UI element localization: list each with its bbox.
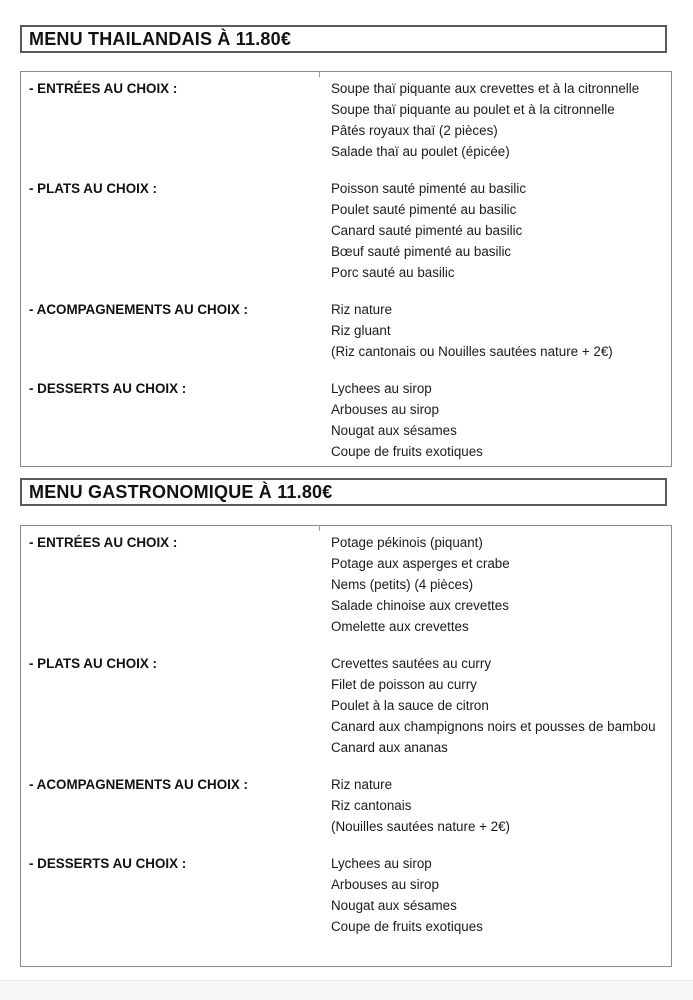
column-divider-tick bbox=[319, 526, 320, 531]
menu-item: Filet de poisson au curry bbox=[331, 677, 477, 692]
menu-item: Nougat aux sésames bbox=[331, 423, 457, 438]
menu-group bbox=[29, 777, 671, 840]
category-label: - DESSERTS AU CHOIX : bbox=[29, 381, 187, 396]
category-label: - ENTRÉES AU CHOIX : bbox=[29, 535, 178, 550]
menu-item: Bœuf sauté pimenté au basilic bbox=[331, 244, 512, 259]
menu-item: Crevettes sautées au curry bbox=[331, 656, 492, 671]
menu-item: Nougat aux sésames bbox=[331, 898, 457, 913]
category-label: - DESSERTS AU CHOIX : bbox=[29, 856, 187, 871]
category-items bbox=[331, 856, 672, 940]
menu-item: Riz cantonais bbox=[331, 798, 412, 813]
menu-item: Lychees au sirop bbox=[331, 381, 432, 396]
menu-item: Riz nature bbox=[331, 302, 393, 317]
menu-group bbox=[29, 535, 671, 640]
category-label: - ENTRÉES AU CHOIX : bbox=[29, 81, 178, 96]
menu-group bbox=[29, 381, 671, 465]
category-items bbox=[331, 535, 672, 640]
menu-item: Pâtés royaux thaï (2 pièces) bbox=[331, 123, 498, 138]
menu-item: Nems (petits) (4 pièces) bbox=[331, 577, 474, 592]
menu-item: Porc sauté au basilic bbox=[331, 265, 455, 280]
menu-item: Omelette aux crevettes bbox=[331, 619, 469, 634]
menu-content-box-thailandais bbox=[20, 71, 672, 467]
menu-item: Canard aux ananas bbox=[331, 740, 448, 755]
menu-item: (Riz cantonais ou Nouilles sautées nature + 2€) bbox=[331, 344, 613, 359]
menu-group bbox=[29, 81, 671, 165]
menu-item: Salade thaï au poulet (épicée) bbox=[331, 144, 510, 159]
menu-group bbox=[29, 856, 671, 940]
category-label: - ACOMPAGNEMENTS AU CHOIX : bbox=[29, 777, 248, 792]
category-items bbox=[331, 381, 672, 465]
menu-item: Riz nature bbox=[331, 777, 393, 792]
category-label: - ACOMPAGNEMENTS AU CHOIX : bbox=[29, 302, 248, 317]
menu-item: Lychees au sirop bbox=[331, 856, 432, 871]
category-items bbox=[331, 777, 672, 840]
menu-item: Canard sauté pimenté au basilic bbox=[331, 223, 523, 238]
menu-group bbox=[29, 181, 671, 286]
page-bottom-gap bbox=[0, 980, 693, 1000]
category-items bbox=[331, 302, 672, 365]
column-divider-tick bbox=[319, 72, 320, 77]
menu-item: Soupe thaï piquante aux crevettes et à la citronnelle bbox=[331, 81, 640, 96]
menu-item: Riz gluant bbox=[331, 323, 391, 338]
menu-item: Poulet sauté pimenté au basilic bbox=[331, 202, 517, 217]
menu-item: Arbouses au sirop bbox=[331, 877, 439, 892]
category-items bbox=[331, 181, 672, 286]
category-label: - PLATS AU CHOIX : bbox=[29, 656, 157, 671]
menu-item: Potage pékinois (piquant) bbox=[331, 535, 483, 550]
menu-title: MENU GASTRONOMIQUE À 11.80€ bbox=[29, 481, 333, 502]
menu-content-box-gastronomique bbox=[20, 525, 672, 967]
menu-item: Poulet à la sauce de citron bbox=[331, 698, 489, 713]
menu-item: Coupe de fruits exotiques bbox=[331, 919, 483, 934]
menu-title: MENU THAILANDAIS À 11.80€ bbox=[29, 28, 292, 49]
menu-item: Coupe de fruits exotiques bbox=[331, 444, 483, 459]
category-items bbox=[331, 81, 672, 165]
menu-group bbox=[29, 302, 671, 365]
menu-title-box-gastronomique bbox=[20, 478, 667, 506]
menu-item: Canard aux champignons noirs et pousses de bambou bbox=[331, 719, 656, 734]
menu-item: Soupe thaï piquante au poulet et à la citronnelle bbox=[331, 102, 615, 117]
category-label: - PLATS AU CHOIX : bbox=[29, 181, 157, 196]
menu-item: Arbouses au sirop bbox=[331, 402, 439, 417]
menu-item: (Nouilles sautées nature + 2€) bbox=[331, 819, 511, 834]
menu-item: Salade chinoise aux crevettes bbox=[331, 598, 509, 613]
menu-item: Potage aux asperges et crabe bbox=[331, 556, 510, 571]
menu-title-box-thailandais bbox=[20, 25, 667, 53]
menu-group bbox=[29, 656, 671, 761]
menu-item: Poisson sauté pimenté au basilic bbox=[331, 181, 527, 196]
category-items bbox=[331, 656, 672, 761]
